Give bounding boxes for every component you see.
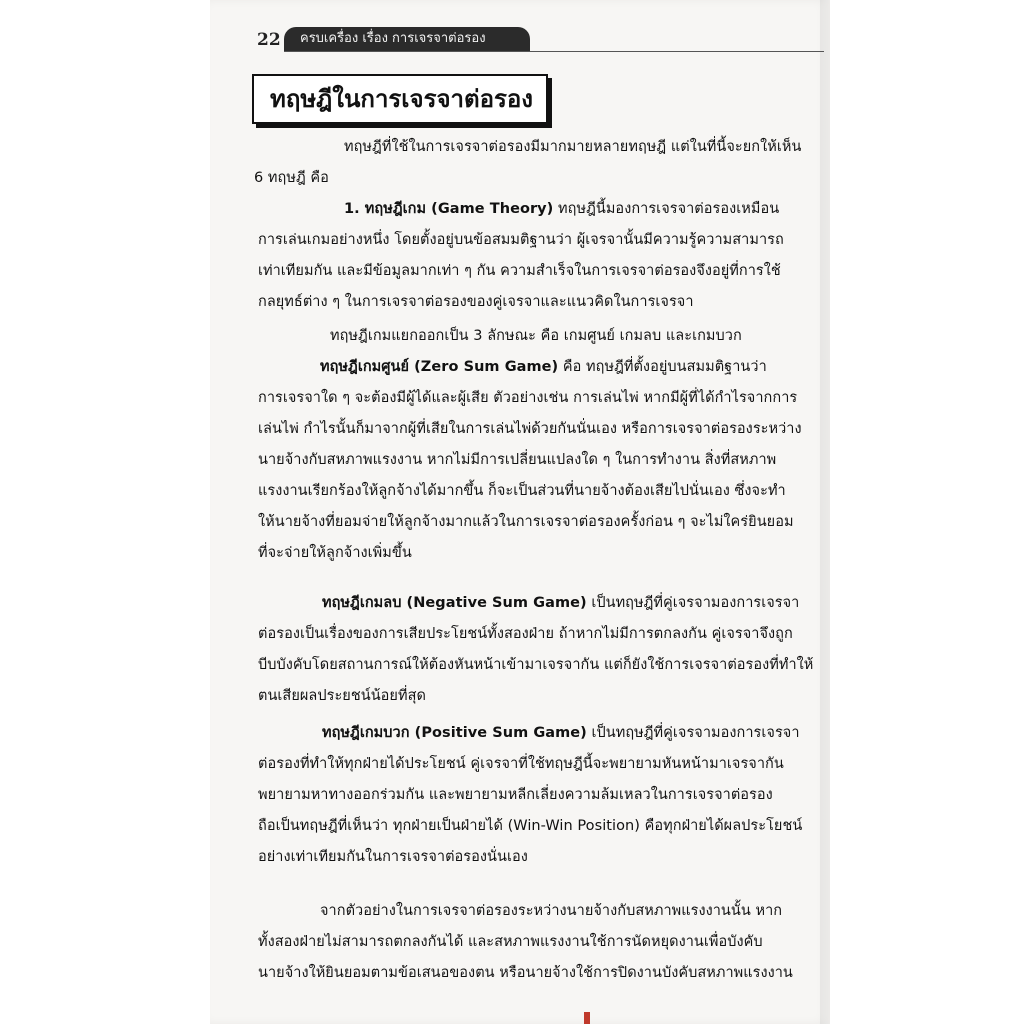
line-text: ทฤษฎีนี้มองการเจรจาต่อรองเหมือน	[553, 201, 780, 217]
text-line	[258, 930, 763, 953]
line-text: จากตัวอย่างในการเจรจาต่อรองระหว่างนายจ้างกับสหภาพแรงงานนั้น หาก	[320, 903, 783, 919]
text-line	[258, 541, 412, 564]
line-text: เท่าเทียมกัน และมีข้อมูลมากเท่า ๆ กัน ความสำเร็จในการเจรจาต่อรองจึงอยู่ที่การใช้	[258, 263, 781, 279]
line-text: กลยุทธ์ต่าง ๆ ในการเจรจาต่อรองของคู่เจรจาและแนวคิดในการเจรจา	[258, 294, 694, 310]
text-line	[258, 845, 528, 868]
line-text: นายจ้างให้ยินยอมตามข้อเสนอของตน หรือนายจ้างใช้การปิดงานบังคับสหภาพแรงงาน	[258, 965, 793, 981]
line-text: 6 ทฤษฎี คือ	[254, 170, 329, 186]
line-text: พยายามหาทางออกร่วมกัน และพยายามหลีกเลี่ยงความล้มเหลวในการเจรจาต่อรอง	[258, 787, 773, 803]
text-line	[258, 259, 781, 282]
text-line	[254, 166, 329, 189]
line-text: ต่อรองเป็นเรื่องของการเสียประโยชน์ทั้งสองฝ่าย ถ้าหากไม่มีการตกลงกัน คู่เจรจาจึงถูก	[258, 626, 793, 642]
line-heading: ทฤษฎีเกมศูนย์ (Zero Sum Game)	[320, 359, 559, 375]
line-text: การเจรจาใด ๆ จะต้องมีผู้ได้และผู้เสีย ตัวอย่างเช่น การเล่นไพ่ หากมีผู้ที่ได้กำไรจากการ	[258, 390, 798, 406]
text-line	[320, 899, 782, 922]
line-text: การเล่นเกมอย่างหนึ่ง โดยตั้งอยู่บนข้อสมมติฐานว่า ผู้เจรจานั้นมีความรู้ความสามารถ	[258, 232, 784, 248]
text-line	[258, 752, 784, 775]
text-line	[258, 228, 784, 251]
text-line	[258, 448, 776, 471]
line-text: คือ ทฤษฎีที่ตั้งอยู่บนสมมติฐานว่า	[558, 359, 767, 375]
line-text: ทฤษฎีเกมแยกออกเป็น 3 ลักษณะ คือ เกมศูนย์ เกมลบ และเกมบวก	[330, 328, 742, 344]
text-line	[258, 290, 694, 313]
text-line	[258, 961, 793, 984]
line-heading: ทฤษฎีเกมลบ (Negative Sum Game)	[322, 595, 587, 611]
line-text: ให้นายจ้างที่ยอมจ่ายให้ลูกจ้างมากแล้วในการเจรจาต่อรองครั้งก่อน ๆ จะไม่ใคร่ยินยอม	[258, 514, 794, 530]
text-line	[258, 653, 813, 676]
text-line	[322, 721, 800, 744]
running-header: ครบเครื่อง เรื่อง การเจรจาต่อรอง	[284, 27, 530, 51]
text-line	[258, 684, 426, 707]
line-text: เล่นไพ่ กำไรนั้นก็มาจากผู้ที่เสียในการเล่นไพ่ด้วยกันนั่นเอง หรือการเจรจาต่อรองระหว่าง	[258, 421, 802, 437]
section-title: ทฤษฎีในการเจรจาต่อรอง	[252, 74, 548, 124]
line-text: ถือเป็นทฤษฎีที่เห็นว่า ทุกฝ่ายเป็นฝ่ายได้ (Win-Win Position) คือทุกฝ่ายได้ผลประโยชน์	[258, 818, 803, 834]
line-text: ที่จะจ่ายให้ลูกจ้างเพิ่มขึ้น	[258, 545, 412, 561]
page-marker	[584, 1012, 590, 1024]
line-text: อย่างเท่าเทียมกันในการเจรจาต่อรองนั่นเอง	[258, 849, 528, 865]
text-line	[258, 417, 802, 440]
line-text: นายจ้างกับสหภาพแรงงาน หากไม่มีการเปลี่ยนแปลงใด ๆ ในการทำงาน สิ่งที่สหภาพ	[258, 452, 777, 468]
text-line	[344, 135, 801, 158]
line-text: แรงงานเรียกร้องให้ลูกจ้างได้มากขึ้น ก็จะเป็นส่วนที่นายจ้างต้องเสียไปนั่นเอง ซึ่งจะทำ	[258, 483, 786, 499]
line-text: เป็นทฤษฎีที่คู่เจรจามองการเจรจา	[586, 595, 800, 611]
text-line	[258, 479, 786, 502]
line-text: บีบบังคับโดยสถานการณ์ให้ต้องหันหน้าเข้ามาเจรจากัน แต่ก็ยังใช้การเจรจาต่อรองที่ทำให้	[258, 657, 814, 673]
line-text: ทั้งสองฝ่ายไม่สามารถตกลงกันได้ และสหภาพแรงงานใช้การนัดหยุดงานเพื่อบังคับ	[258, 934, 763, 950]
text-line	[322, 591, 799, 614]
text-line	[258, 783, 773, 806]
page-edge-shadow	[820, 0, 830, 1024]
text-line	[258, 510, 794, 533]
line-heading: ทฤษฎีเกมบวก (Positive Sum Game)	[322, 725, 587, 741]
text-line	[344, 197, 779, 220]
line-text: ทฤษฎีที่ใช้ในการเจรจาต่อรองมีมากมายหลายทฤษฎี แต่ในที่นี้จะยกให้เห็น	[344, 139, 802, 155]
text-line	[320, 355, 767, 378]
text-line	[258, 814, 802, 837]
text-line	[258, 622, 793, 645]
line-heading: 1. ทฤษฎีเกม (Game Theory)	[344, 201, 554, 217]
line-text: เป็นทฤษฎีที่คู่เจรจามองการเจรจา	[586, 725, 800, 741]
line-text: ตนเสียผลประยชน์น้อยที่สุด	[258, 688, 426, 704]
page-number: 22	[257, 30, 281, 50]
header-divider	[284, 51, 824, 52]
line-text: ต่อรองที่ทำให้ทุกฝ่ายได้ประโยชน์ คู่เจรจาที่ใช้ทฤษฎีนี้จะพยายามหันหน้ามาเจรจากัน	[258, 756, 784, 772]
text-line	[258, 386, 797, 409]
text-line	[330, 324, 742, 347]
